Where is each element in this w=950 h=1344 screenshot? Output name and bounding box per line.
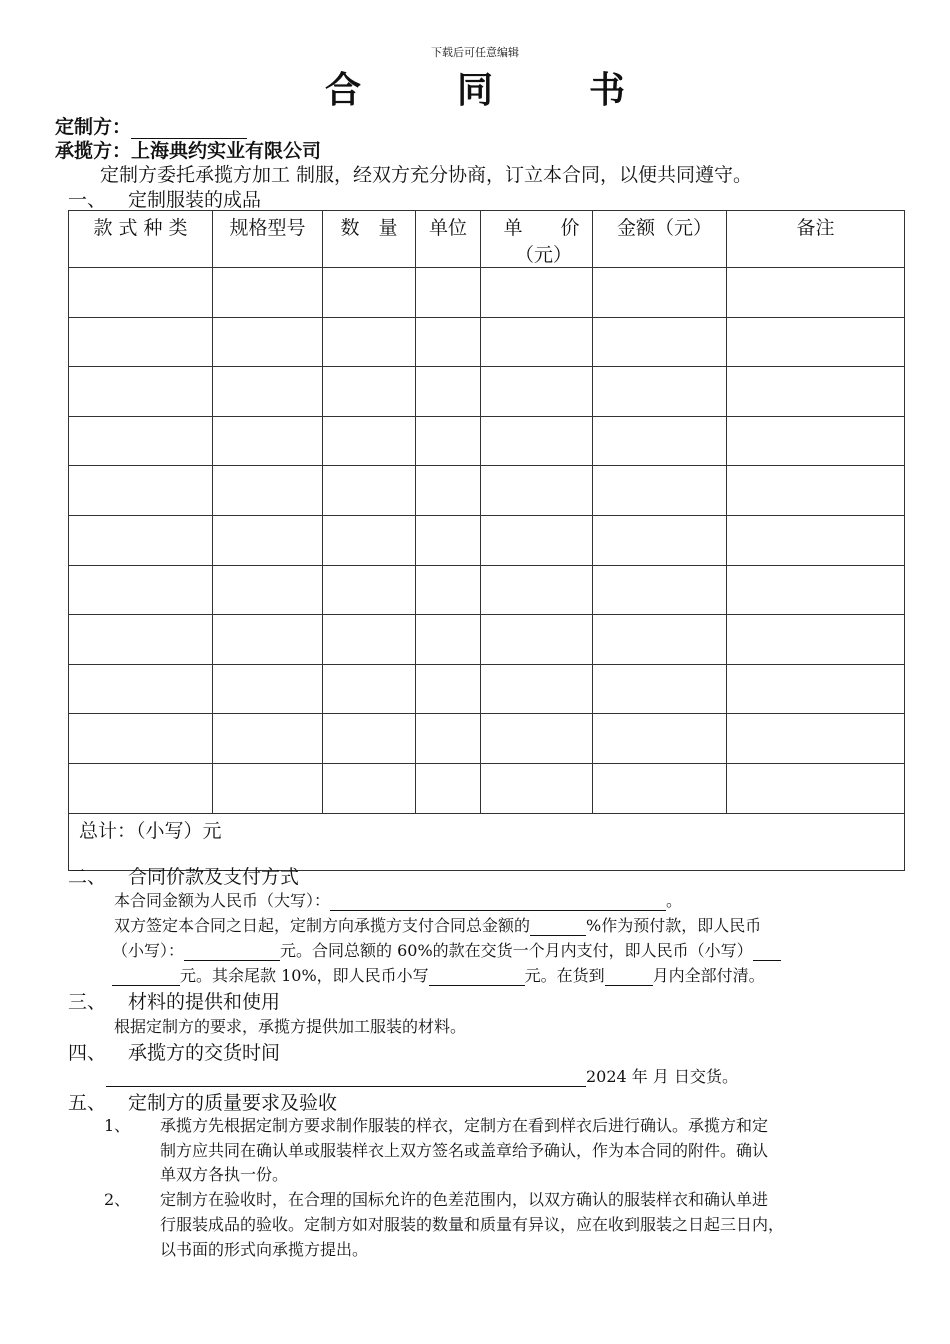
table-row (69, 515, 905, 565)
section-1-heading (68, 185, 261, 212)
list-item-line: 行服装成品的验收。定制方如对服装的数量和质量有异议，应在收到服装之日起三日内， (160, 1215, 785, 1234)
section-title: 定制方的质量要求及验收 (128, 1092, 338, 1114)
final-payment-blank[interactable] (429, 967, 525, 986)
section-number: 二、 (68, 866, 107, 888)
prepay-percent-blank[interactable] (530, 917, 586, 936)
table-cell[interactable] (323, 416, 416, 466)
table-cell[interactable] (69, 367, 213, 417)
table-cell[interactable] (213, 416, 323, 466)
table-cell[interactable] (69, 714, 213, 764)
table-cell[interactable] (69, 565, 213, 615)
table-cell[interactable] (213, 466, 323, 516)
table-cell[interactable] (593, 466, 727, 516)
table-cell[interactable] (416, 565, 481, 615)
title-char: 同 (456, 70, 493, 111)
table-cell[interactable] (727, 714, 905, 764)
list-item-line: 承揽方先根据定制方要求制作服装的样衣，定制方在看到样衣后进行确认。承揽方和定 (160, 1116, 769, 1135)
table-cell[interactable] (593, 317, 727, 367)
table-cell[interactable] (323, 317, 416, 367)
intro-paragraph: 定制方委托承揽方加工 制服，经双方充分协商，订立本合同，以便共同遵守。 (100, 164, 753, 186)
table-cell[interactable] (481, 565, 593, 615)
table-cell[interactable] (481, 615, 593, 665)
table-cell[interactable] (727, 664, 905, 714)
prepay-amount-blank[interactable] (184, 942, 280, 961)
table-cell[interactable] (593, 565, 727, 615)
table-cell[interactable] (727, 466, 905, 516)
table-cell[interactable] (481, 466, 593, 516)
table-cell[interactable] (481, 268, 593, 318)
table-cell[interactable] (69, 763, 213, 813)
product-table (68, 210, 905, 871)
table-row (69, 317, 905, 367)
table-cell[interactable] (481, 763, 593, 813)
section-2-line-4: 元。其余尾款 10%，即人民币小写 元。在货到 月内全部付清。 (112, 963, 765, 986)
section-3-heading (68, 987, 280, 1014)
table-cell[interactable] (213, 565, 323, 615)
table-cell[interactable] (416, 664, 481, 714)
section-title: 承揽方的交货时间 (128, 1042, 281, 1064)
table-cell[interactable] (323, 466, 416, 516)
table-cell[interactable] (323, 763, 416, 813)
contractor-line (55, 136, 321, 163)
table-cell[interactable] (593, 268, 727, 318)
table-cell[interactable] (481, 664, 593, 714)
section-title: 材料的提供和使用 (128, 991, 281, 1013)
table-row (69, 367, 905, 417)
table-row (69, 565, 905, 615)
table-row (69, 416, 905, 466)
title-char: 合 (324, 70, 361, 111)
table-cell[interactable] (481, 515, 593, 565)
table-row (69, 466, 905, 516)
table-cell[interactable] (727, 763, 905, 813)
section-title: 合同价款及支付方式 (128, 866, 300, 888)
table-row (69, 615, 905, 665)
table-cell[interactable] (213, 367, 323, 417)
section-2-line-2: 双方签定本合同之日起，定制方向承揽方支付合同总金额的 %作为预付款，即人民币 (114, 916, 762, 935)
table-cell[interactable] (727, 565, 905, 615)
table-cell[interactable] (69, 466, 213, 516)
list-item-number: 1、 (104, 1116, 131, 1135)
table-cell[interactable] (69, 615, 213, 665)
section-2-heading (68, 862, 299, 889)
table-cell[interactable] (593, 664, 727, 714)
column-header: 单 价 （元） (481, 211, 593, 268)
contractor-label: 承揽方： (55, 140, 132, 162)
second-payment-blank-a[interactable] (753, 942, 781, 961)
table-cell[interactable] (323, 367, 416, 417)
table-cell[interactable] (416, 416, 481, 466)
table-cell[interactable] (727, 367, 905, 417)
table-cell[interactable] (416, 466, 481, 516)
table-cell[interactable] (213, 317, 323, 367)
table-cell[interactable] (69, 317, 213, 367)
table-cell[interactable] (481, 367, 593, 417)
column-header: 金额（元） (593, 211, 727, 268)
column-header: 数 量 (323, 211, 416, 268)
section-number: 五、 (68, 1092, 107, 1114)
table-cell[interactable] (727, 515, 905, 565)
list-item-line: 制方应共同在确认单或服装样衣上双方签名或盖章给予确认，作为本合同的附件。确认 (160, 1141, 769, 1160)
table-cell[interactable] (593, 763, 727, 813)
section-title: 定制服装的成品 (128, 189, 262, 211)
table-cell[interactable] (727, 615, 905, 665)
list-item-line: 以书面的形式向承揽方提出。 (160, 1240, 369, 1259)
table-cell[interactable] (416, 317, 481, 367)
column-header: 单位 (416, 211, 481, 268)
table-cell[interactable] (69, 515, 213, 565)
column-header: 备注 (727, 211, 905, 268)
table-cell[interactable] (727, 416, 905, 466)
table-cell[interactable] (593, 615, 727, 665)
table-cell[interactable] (323, 515, 416, 565)
table-cell[interactable] (593, 714, 727, 764)
section-2-line-1: 本合同金额为人民币（大写）： 。 (114, 891, 683, 910)
table-cell[interactable] (727, 268, 905, 318)
section-number: 一、 (68, 189, 107, 211)
table-cell[interactable] (481, 714, 593, 764)
table-row (69, 268, 905, 318)
section-number: 三、 (68, 991, 107, 1013)
table-cell[interactable] (416, 615, 481, 665)
list-item-line: 定制方在验收时，在合理的国标允许的色差范围内，以双方确认的服装样衣和确认单进 (160, 1190, 769, 1209)
table-cell[interactable] (323, 664, 416, 714)
table-cell[interactable] (213, 515, 323, 565)
delivery-blank[interactable] (106, 1068, 586, 1087)
total-cell: 总计：（小写）元 (69, 813, 905, 870)
section-3-text: 根据定制方的要求，承揽方提供加工服装的材料。 (114, 1017, 467, 1036)
table-cell[interactable] (416, 367, 481, 417)
table-cell[interactable] (323, 268, 416, 318)
section-5-heading (68, 1088, 337, 1115)
table-cell[interactable] (416, 268, 481, 318)
table-cell[interactable] (416, 515, 481, 565)
table-cell[interactable] (727, 317, 905, 367)
table-cell[interactable] (323, 565, 416, 615)
table-cell[interactable] (481, 416, 593, 466)
section-4-heading (68, 1038, 280, 1065)
table-cell[interactable] (69, 664, 213, 714)
table-cell[interactable] (213, 615, 323, 665)
header-note: 下载后可任意编辑 (431, 46, 519, 59)
table-cell[interactable] (481, 317, 593, 367)
table-row (69, 714, 905, 764)
table-cell[interactable] (213, 763, 323, 813)
table-cell[interactable] (416, 763, 481, 813)
table-cell[interactable] (69, 268, 213, 318)
table-cell[interactable] (323, 714, 416, 764)
table-row (69, 763, 905, 813)
list-item-number: 2、 (104, 1190, 131, 1209)
contractor-name: 上海典约实业有限公司 (131, 140, 322, 162)
table-cell[interactable] (213, 714, 323, 764)
document-title (0, 62, 950, 113)
second-payment-blank-b[interactable] (112, 967, 180, 986)
table-cell[interactable] (593, 515, 727, 565)
table-cell[interactable] (213, 268, 323, 318)
months-blank[interactable] (605, 967, 653, 986)
column-header: 规格型号 (213, 211, 323, 268)
section-4-line: 2024 年 月 日交货。 (106, 1064, 738, 1087)
column-header: 款 式 种 类 (69, 211, 213, 268)
table-cell[interactable] (593, 367, 727, 417)
table-cell[interactable] (69, 416, 213, 466)
table-cell[interactable] (593, 416, 727, 466)
list-item-line: 单双方各执一份。 (160, 1165, 289, 1184)
title-char: 书 (589, 70, 626, 111)
table-cell[interactable] (213, 664, 323, 714)
amount-uppercase-blank[interactable] (330, 892, 666, 911)
section-number: 四、 (68, 1042, 107, 1064)
table-row (69, 664, 905, 714)
table-cell[interactable] (323, 615, 416, 665)
customer-label: 定制方： (55, 116, 132, 138)
section-2-line-3: （小写）： 元。合同总额的 60%的款在交货一个月内支付，即人民币（小写） (112, 938, 781, 961)
table-cell[interactable] (416, 714, 481, 764)
customer-line (55, 112, 247, 139)
table-header-row (69, 211, 905, 268)
